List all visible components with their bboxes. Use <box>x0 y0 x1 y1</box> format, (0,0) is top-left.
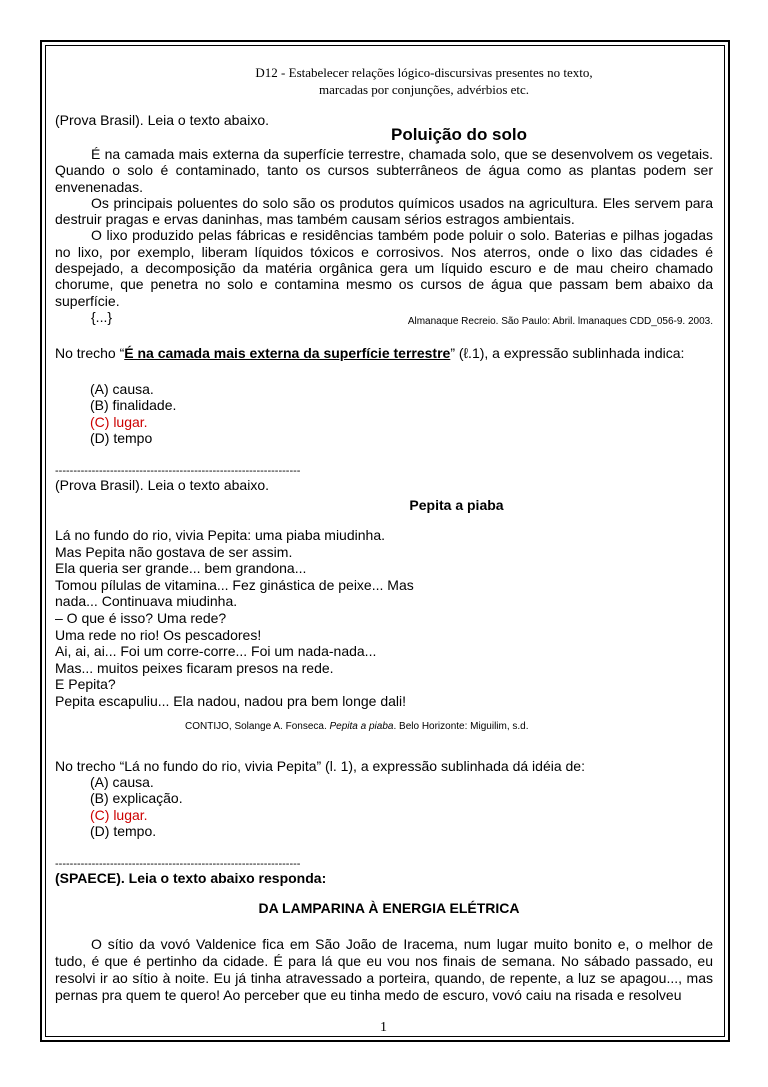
header-line-1: D12 - Estabelecer relações lógico-discursivas presentes no texto, <box>255 65 593 80</box>
q2-title: Pepita a piaba <box>409 496 504 513</box>
q1-ellipsis: {...} <box>91 308 113 325</box>
q3-source: (SPAECE). Leia o texto abaixo responda: <box>55 869 327 886</box>
q1-question <box>55 345 713 361</box>
q1-citation: Almanaque Recreio. São Paulo: Abril. lmanaques CDD_056-9. 2003. <box>407 315 713 327</box>
q1-source: (Prova Brasil). Leia o texto abaixo. <box>55 112 269 128</box>
q1-option-a: (A) causa. <box>90 380 154 397</box>
q1-question-emphasis: É na camada mais externa da superfície terrestre <box>124 344 451 361</box>
q1-option-b: (B) finalidade. <box>90 397 177 414</box>
poem-line: nada... Continuava miudinha. <box>55 593 238 610</box>
q2-option-b: (B) explicação. <box>90 790 183 806</box>
poem-line: Pepita escapuliu... Ela nadou, nadou pra bem longe dali! <box>55 692 407 709</box>
q1-question-pre: No trecho “ <box>55 344 125 361</box>
q2-option-c-answer: (C) lugar. <box>90 806 148 823</box>
poem-line: Ela queria ser grande... bem grandona... <box>55 560 307 577</box>
header-line-2: marcadas por conjunções, advérbios etc. <box>318 82 530 97</box>
q2-citation-title: Pepita a piaba <box>329 720 394 732</box>
q2-citation-pre: CONTIJO, Solange A. Fonseca. <box>185 720 330 732</box>
page-number: 1 <box>380 1020 387 1035</box>
document-body <box>55 64 713 1004</box>
poem-line: Mas Pepita não gostava de ser assim. <box>55 543 293 560</box>
q1-paragraph-2: Os principais poluentes do solo são os produtos químicos usados na agricultura. Eles servem para destruir pragas e ervas daninhas, mas também causam sérios estragos ambientais. <box>55 194 713 228</box>
poem-line: Lá no fundo do rio, vivia Pepita: uma piaba miudinha. <box>55 526 385 543</box>
q1-paragraph-3: O lixo produzido pelas fábricas e residências também pode poluir o solo. Baterias e pilhas jogadas no lixo, por exemplo, liberam líquidos tóxicos e corrosivos. Nos aterros, onde o lixo das cidades é despejado, a decomposição da matéria orgânica gera um líquido escuro e de mau cheiro chamado chorume, que penetra no solo e contamina mesmo os cursos de água que passam bem abaixo da superfície. <box>55 227 713 309</box>
q1-title: Poluição do solo <box>390 125 527 144</box>
q1-option-c-answer: (C) lugar. <box>90 413 148 430</box>
q1-option-d: (D) tempo <box>90 430 153 447</box>
q2-options <box>55 774 713 840</box>
poem-line: Tomou pílulas de vitamina... Fez ginástica de peixe... Mas <box>55 576 414 593</box>
q2-citation <box>55 720 713 734</box>
separator-1: ------------------------------------------------------------------- <box>55 464 301 477</box>
q2-poem <box>55 527 713 710</box>
separator-2: ------------------------------------------------------------------- <box>55 857 301 870</box>
q1-options <box>55 381 713 447</box>
q3-paragraph-1: O sítio da vovó Valdenice fica em São João de Iracema, num lugar muito bonito e, o melhor de tudo, é que é pertinho da cidade. É para lá que eu vou nos finais de semana. No sábado passado, eu resolvi ir ao sítio à noite. Eu já tinha atravessado a porteira, quando, de repente, a luz se apagou..., mas pernas pra quem te quero! Ao perceber que eu tinha medo de escuro, vovó caiu na risada e resolveu <box>55 935 713 1003</box>
q1-question-post: ” (ℓ.1), a expressão sublinhada indica: <box>450 344 685 361</box>
poem-line: Uma rede no rio! Os pescadores! <box>55 626 262 643</box>
q2-option-a: (A) causa. <box>90 773 154 790</box>
page-header <box>135 64 713 98</box>
poem-line: E Pepita? <box>55 676 116 693</box>
q2-option-d: (D) tempo. <box>90 823 157 839</box>
q2-question: No trecho “Lá no fundo do rio, vivia Pepita” (l. 1), a expressão sublinhada dá idéia de: <box>55 757 585 774</box>
poem-line: – O que é isso? Uma rede? <box>55 609 227 626</box>
poem-line: Mas... muitos peixes ficaram presos na rede. <box>55 659 334 676</box>
q2-source: (Prova Brasil). Leia o texto abaixo. <box>55 476 269 493</box>
q2-citation-post: . Belo Horizonte: Miguilim, s.d. <box>393 720 529 732</box>
q1-paragraph-1: É na camada mais externa da superfície terrestre, chamada solo, que se desenvolvem os vegetais. Quando o solo é contaminado, tanto os cursos subterrâneos de água como as plantas podem ser envenenadas. <box>55 146 713 195</box>
q3-title: DA LAMPARINA À ENERGIA ELÉTRICA <box>258 899 520 916</box>
poem-line: Ai, ai, ai... Foi um corre-corre... Foi um nada-nada... <box>55 643 377 660</box>
